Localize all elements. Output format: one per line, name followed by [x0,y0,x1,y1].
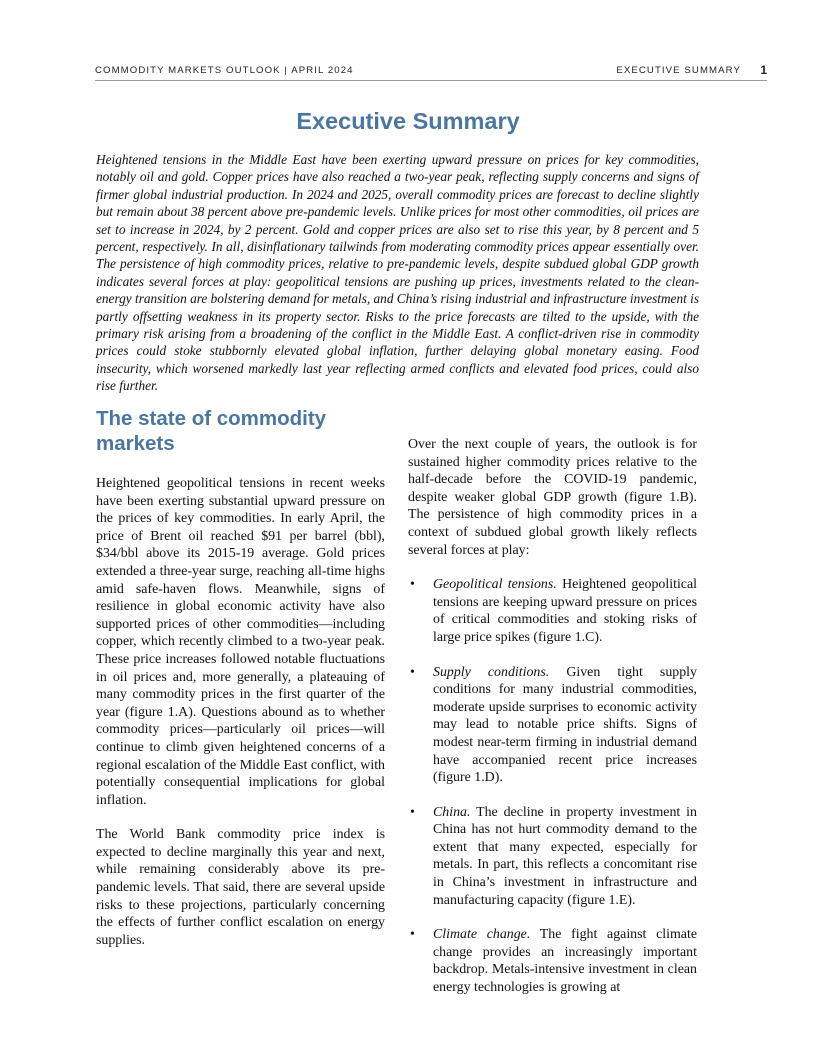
bullet-lead: Geopolitical tensions. [433,577,557,593]
running-header [95,62,767,80]
paragraph: Over the next couple of years, the outlook is for sustained higher commodity prices relative to the half-decade before the COVID-19 pandemic, despite weaker global GDP growth (figure 1.B). The persistence of high commodity prices in a context of subdued global growth likely reflects several forces at play: [408,437,697,558]
bullet-icon: • [410,577,415,593]
list-item [408,804,697,910]
forces-list [408,576,697,996]
left-column [96,406,385,966]
list-item [408,576,697,646]
bullet-icon: • [410,804,415,820]
page-number: 1 [760,63,767,77]
bullet-icon: • [410,927,415,943]
paragraph: Heightened geopolitical tensions in recent weeks have been exerting substantial upward pressure on the prices of key commodities. In early April, the price of Brent oil reached $91 per barrel (bbl), $34/bbl above its 2015-19 average. Gold prices extended a three-year surge, reaching all-time highs amid safe-haven flows. Meanwhile, signs of resilience in global economic activity have also supported prices of other commodities—including copper, which recently climbed to a two-year peak. These price increases followed notable fluctuations in oil prices and, more generally, a plateauing of many commodity prices in the first quarter of the year (figure 1.A). Questions abound as to whether commodity prices—particularly oil prices—will continue to climb given heightened concerns of a regional escalation of the Middle East conflict, with potentially consequential implications for global inflation. [96,476,385,808]
list-item [408,926,697,996]
bullet-icon: • [410,664,415,680]
header-divider [95,80,767,81]
bullet-text: Given tight supply conditions for many industrial commodities, moderate upside surprises to economic activity may lead to notable price shifts. Signs of modest near-term firming in industrial demand have accompanied recent price increases (figure 1.D). [433,664,697,786]
publication-title: COMMODITY MARKETS OUTLOOK | APRIL 2024 [95,65,354,76]
section-heading: The state of commodity markets [96,407,327,455]
right-column [408,436,697,1014]
executive-summary-abstract: Heightened tensions in the Middle East have been exerting upward pressure on prices for key commodities, notably oil and gold. Copper prices have also reached a two-year peak, reflecting supply concerns and signs of firmer global industrial production. In 2024 and 2025, overall commodity prices are forecast to decline slightly but remain about 38 percent above pre-pandemic levels. Unlike prices for most other commodities, oil prices are set to increase in 2024, by 2 percent. Gold and copper prices are also set to rise this year, by 8 percent and 5 percent, respectively. In all, disinflationary tailwinds from moderating commodity prices appear essentially over. The persistence of high commodity prices, relative to pre-pandemic levels, despite subdued global GDP growth indicates several forces at play: geopolitical tensions are pushing up prices, investments related to the clean-energy transition are bolstering demand for metals, and China’s rising industrial and infrastructure investment is partly offsetting weakness in its property sector. Risks to the price forecasts are tilted to the upside, with the primary risk arising from a broadening of the conflict in the Middle East. A conflict-driven rise in commodity prices could stoke stubbornly elevated global inflation, further delaying global monetary easing. Food insecurity, which worsened markedly last year reflecting armed conflicts and elevated food prices, could also rise further. [96,152,699,394]
bullet-lead: Climate change. [433,927,531,943]
list-item [408,664,697,787]
page-title: Executive Summary [296,108,520,134]
bullet-text: Heightened geopolitical tensions are keeping upward pressure on prices of critical commodities and stoking risks of large price spikes (figure 1.C). [433,577,697,645]
bullet-lead: China. [433,804,471,820]
bullet-text: The fight against climate change provides an increasingly important backdrop. Metals-intensive investment in clean energy technologies is growing at [433,927,697,996]
section-title: EXECUTIVE SUMMARY [616,65,741,76]
bullet-text: The decline in property investment in China has not hurt commodity demand to the extent that many expected, especially for metals. In part, this reflects a concomitant rise in China’s investment in infrastructure and manufacturing capacity (figure 1.E). [433,804,697,908]
bullet-lead: Supply conditions. [433,664,550,680]
paragraph: The World Bank commodity price index is expected to decline marginally this year and next, while remaining considerably above its pre-pandemic levels. That said, there are several upside risks to these projections, particularly concerning the effects of further conflict escalation on energy supplies. [96,827,385,948]
